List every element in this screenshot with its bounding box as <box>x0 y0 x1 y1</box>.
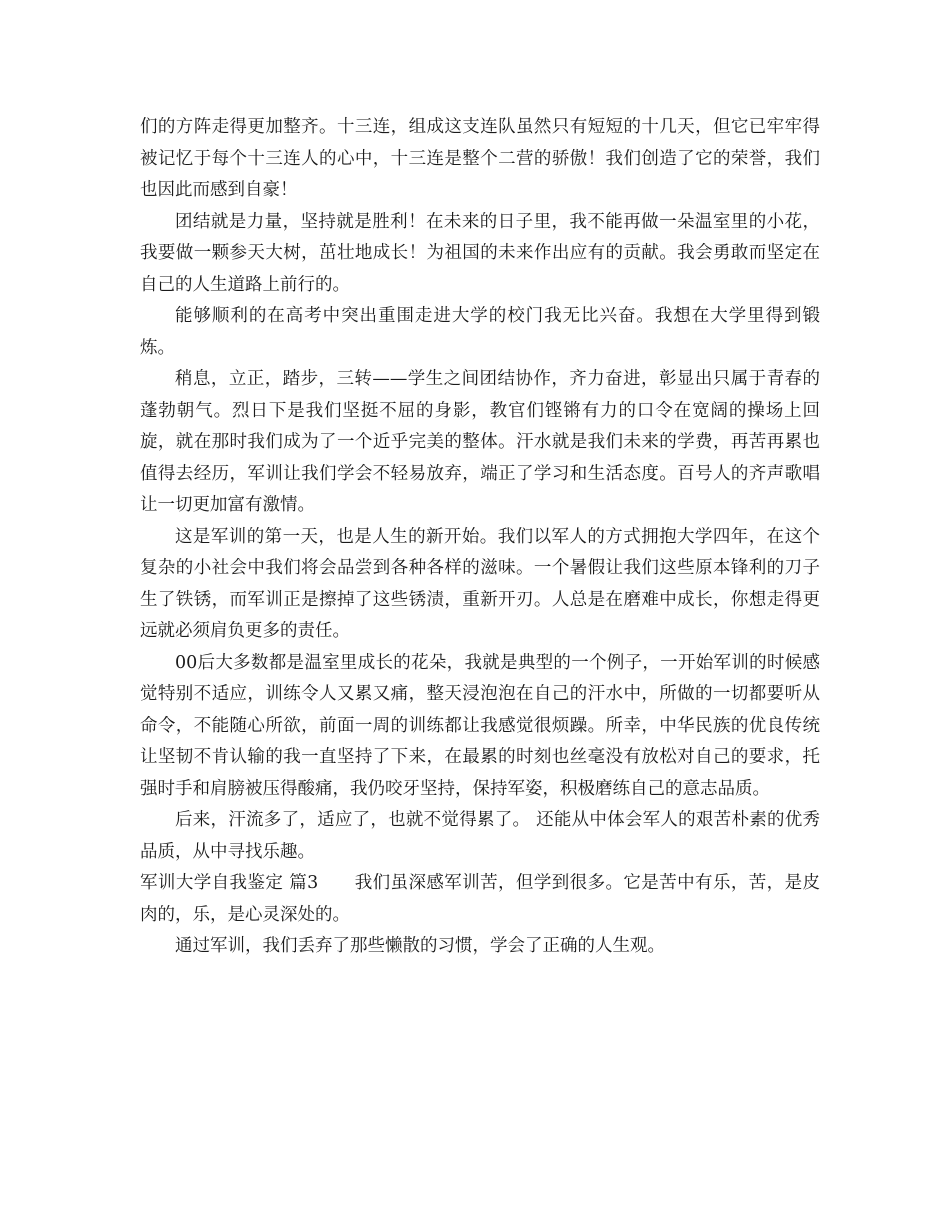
final-paragraph: 通过军训，我们丢弃了那些懒散的习惯，学会了正确的人生观。 <box>175 936 665 956</box>
paragraph-2: 团结就是力量，坚持就是胜利！在未来的日子里，我不能再做一朵温室里的小花，我要做一颗参天大树，茁壮地成长！为祖国的未来作出应有的贡献。我会勇敢而坚定在自己的人生道路上前行的。 <box>140 211 820 295</box>
document-body <box>140 112 820 963</box>
section-text: 我们虽深感军训苦，但学到很多。它是苦中有乐，苦，是皮肉的，乐，是心灵深处的。 <box>140 873 820 925</box>
section-3-line <box>140 868 820 931</box>
paragraph-6: 00后大多数都是温室里成长的花朵，我就是典型的一个例子，一开始军训的时候感觉特别不适应，训练令人又累又痛，整天浸泡泡在自己的汗水中，所做的一切都要听从命令，不能随心所欲，前面一周的训练都让我感觉很烦躁。所幸，中华民族的优良传统让坚韧不肯认输的我一直坚持了下来，在最累的时刻也丝毫没有放松对自己的要求，托强时手和肩膀被压得酸痛，我仍咬牙坚持，保持军姿，积极磨练自己的意志品质。 <box>140 652 820 799</box>
paragraph-1: 们的方阵走得更加整齐。十三连，组成这支连队虽然只有短短的十几天，但它已牢牢得被记忆于每个十三连人的心中，十三连是整个二营的骄傲！我们创造了它的荣誉，我们也因此而感到自豪！ <box>140 117 820 200</box>
section-heading: 军训大学自我鉴定 篇3 <box>140 873 319 893</box>
paragraph-3: 能够顺利的在高考中突出重围走进大学的校门我无比兴奋。我想在大学里得到锻炼。 <box>140 306 820 358</box>
paragraph-4: 稍息，立正，踏步，三转——学生之间团结协作，齐力奋进，彰显出只属于青春的蓬勃朝气。烈日下是我们坚挺不屈的身影，教官们铿锵有力的口令在宽阔的操场上回旋，就在那时我们成为了一个近乎完美的整体。汗水就是我们未来的学费，再苦再累也值得去经历，军训让我们学会不轻易放弃，端正了学习和生活态度。百号人的齐声歌唱让一切更加富有激情。 <box>140 369 820 515</box>
paragraph-5: 这是军训的第一天，也是人生的新开始。我们以军人的方式拥抱大学四年，在这个复杂的小社会中我们将会品尝到各种各样的滋味。一个暑假让我们这些原本锋利的刀子生了铁锈，而军训正是擦掉了这些锈渍，重新开刃。人总是在磨难中成长，你想走得更远就必须肩负更多的责任。 <box>140 526 820 641</box>
paragraph-7: 后来，汗流多了，适应了，也就不觉得累了。 还能从中体会军人的艰苦朴素的优秀品质，从中寻找乐趣。 <box>140 810 820 862</box>
